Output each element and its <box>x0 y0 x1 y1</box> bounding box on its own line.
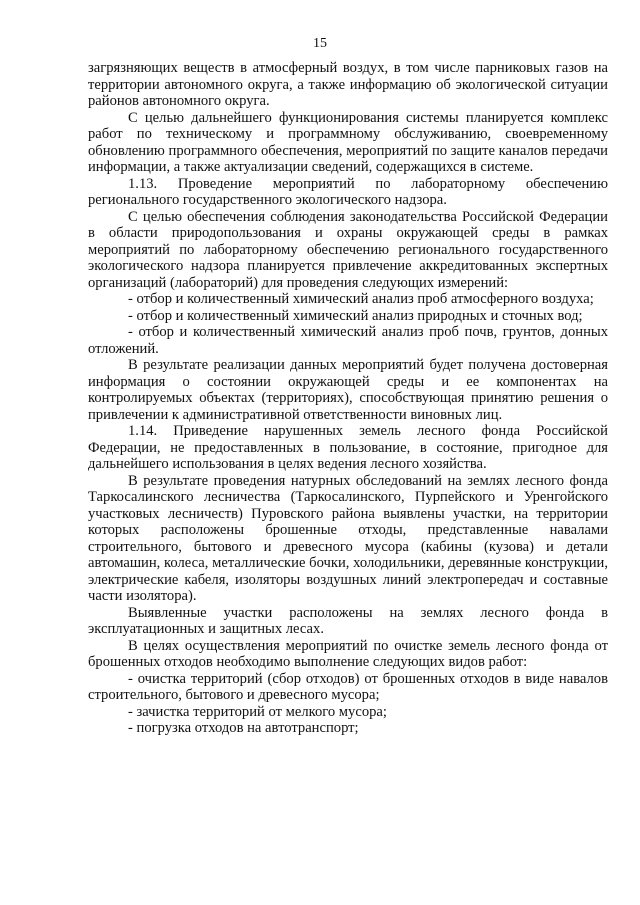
section-heading-1-14: 1.14. Приведение нарушенных земель лесного фонда Российской Федерации, не предоставленных в пользование, в состояние, пригодное для дальнейшего использования в целях ведения лесного хозяйства. <box>88 423 608 472</box>
page-number: 15 <box>313 36 327 51</box>
paragraph-continuation: загрязняющих веществ в атмосферный воздух, в том числе парниковых газов на территории автономного округа, а также информацию об экологической ситуации районов автономного округа. <box>88 60 608 109</box>
paragraph: С целью дальнейшего функционирования системы планируется комплекс работ по техническому и программному обслуживанию, своевременному обновлению программного обеспечения, мероприятий по защите каналов передачи информации, а также актуализации сведений, содержащихся в системе. <box>88 109 608 175</box>
list-item: - погрузка отходов на автотранспорт; <box>128 720 359 736</box>
list-item: - отбор и количественный химический анализ природных и сточных вод; <box>128 307 583 324</box>
list-item: - отбор и количественный химический анализ проб атмосферного воздуха; <box>128 291 594 307</box>
list-item: - очистка территорий (сбор отходов) от брошенных отходов в виде навалов строительного, бытового и древесного мусора; <box>88 670 608 703</box>
list-item: - отбор и количественный химический анализ проб почв, грунтов, донных отложений. <box>88 324 608 357</box>
paragraph: В целях осуществления мероприятий по очистке земель лесного фонда от брошенных отходов необходимо выполнение следующих видов работ: <box>88 637 608 670</box>
section-heading-1-13: 1.13. Проведение мероприятий по лабораторному обеспечению регионального государственного экологического надзора. <box>88 175 608 208</box>
document-body <box>88 60 608 737</box>
paragraph: Выявленные участки расположены на землях лесного фонда в эксплуатационных и защитных лесах. <box>88 604 608 637</box>
list-item: - зачистка территорий от мелкого мусора; <box>128 703 387 720</box>
paragraph: В результате проведения натурных обследований на землях лесного фонда Таркосалинского лесничества (Таркосалинского, Пурпейского и Уренгойского участковых лесничеств) Пуровского района выявлены участки, на территории которых расположены брошенные отходы, представленные навалами строительного, бытового и древесного мусора (кабины (кузова) и детали автомашин, колеса, металлические бочки, холодильники, деревянные конструкции, электрические кабеля, изоляторы воздушных линий электропередач и составные части изолятора). <box>88 472 608 604</box>
paragraph: С целью обеспечения соблюдения законодательства Российской Федерации в области природопользования и охраны окружающей среды в рамках мероприятий по лабораторному обеспечению регионального государственного экологического надзора планируется привлечение аккредитованных экспертных организаций (лабораторий) для проведения следующих измерений: <box>88 208 608 291</box>
paragraph: В результате реализации данных мероприятий будет получена достоверная информация о состоянии окружающей среды и ее компонентах на контролируемых объектах (территориях), способствующая принятию решения о привлечении к административной ответственности виновных лиц. <box>88 357 608 423</box>
